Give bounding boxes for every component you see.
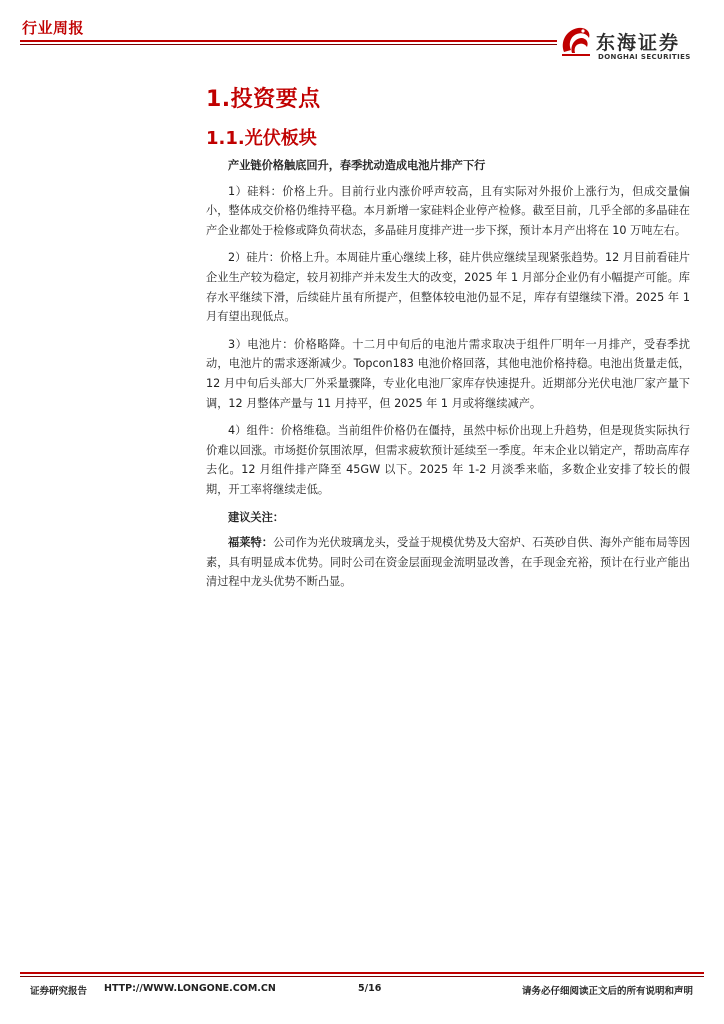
paragraph-module: 4）组件：价格维稳。当前组件价格仍在僵持，虽然中标价出现上升趋势，但是现货实际执行价难以回涨。市场挺价氛围浓厚，但需求疲软预计延续至一季度。年末企业以销定产，帮助高库存去化。12 月组件排产降至 45GW 以下。2025 年 1-2 月淡季来临，多数企业安排了较长的假期，开工率将继续走低。 bbox=[206, 424, 690, 496]
summary-line: 产业链价格触底回升，春季扰动造成电池片排产下行 bbox=[228, 159, 486, 172]
paragraph-wafer: 2）硅片：价格上升。本周硅片重心继续上移，硅片供应继续呈现紧张趋势。12 月目前看硅片企业生产较为稳定，较月初排产并未发生大的改变，2025 年 1 月部分企业仍有小幅提产可能。库存水平继续下滑，后续硅片虽有所提产，但整体较电池仍显不足，库存有望继续下滑。2025 年 1 月有望出现低点。 bbox=[206, 251, 690, 324]
brand-logo bbox=[556, 22, 706, 62]
brand-name-en: DONGHAI SECURITIES bbox=[598, 53, 691, 61]
company-name: 福莱特： bbox=[228, 536, 274, 550]
recommend-label: 建议关注： bbox=[228, 510, 284, 524]
report-body bbox=[206, 156, 690, 600]
section-heading: 1.投资要点 bbox=[206, 87, 321, 112]
footer-url-link[interactable]: HTTP://WWW.LONGONE.COM.CN bbox=[104, 983, 276, 994]
report-type-label: 行业周报 bbox=[22, 19, 85, 37]
section-subheading: 1.1.光伏板块 bbox=[206, 128, 317, 149]
brand-name-cn: 东海证券 bbox=[596, 32, 681, 54]
header-divider bbox=[20, 40, 557, 42]
page-number: 5/16 bbox=[358, 983, 382, 994]
footer-divider bbox=[20, 972, 704, 974]
dragon-logo-icon bbox=[556, 22, 596, 62]
paragraph-company bbox=[206, 533, 690, 592]
footer-divider-secondary bbox=[20, 976, 704, 977]
footer-disclaimer: 请务必仔细阅读正文后的所有说明和声明 bbox=[522, 986, 694, 997]
footer-report-label: 证券研究报告 bbox=[30, 986, 88, 997]
header-divider-secondary bbox=[20, 44, 557, 45]
paragraph-polysilicon: 1）硅料：价格上升。目前行业内涨价呼声较高，且有实际对外报价上涨行为，但成交量偏小，整体成交价格仍维持平稳。本月新增一家硅料企业停产检修。截至目前，几乎全部的多晶硅在产企业都处于检修或降负荷状态，多晶硅月度排产进一步下探，预计本月产出将在 10 万吨左右。 bbox=[206, 184, 690, 237]
paragraph-cell: 3）电池片：价格略降。十二月中旬后的电池片需求取决于组件厂明年一月排产，受春季扰动，电池片的需求逐渐减少。Topcon183 电池价格回落，其他电池价格持稳。电池出货量走低，12 月中旬后头部大厂外采量骤降，专业化电池厂家库存快速提升。近期部分光伏电池厂家产量下调，12 月整体产量与 11 月持平，但 2025 年 1 月或将继续减产。 bbox=[206, 337, 690, 410]
company-description: 公司作为光伏玻璃龙头，受益于规模优势及大窑炉、石英砂自供、海外产能布局等因素，具有明显成本优势。同时公司在资金层面现金流明显改善，在手现金充裕，预计在行业产能出清过程中龙头优势不断凸显。 bbox=[206, 536, 690, 589]
